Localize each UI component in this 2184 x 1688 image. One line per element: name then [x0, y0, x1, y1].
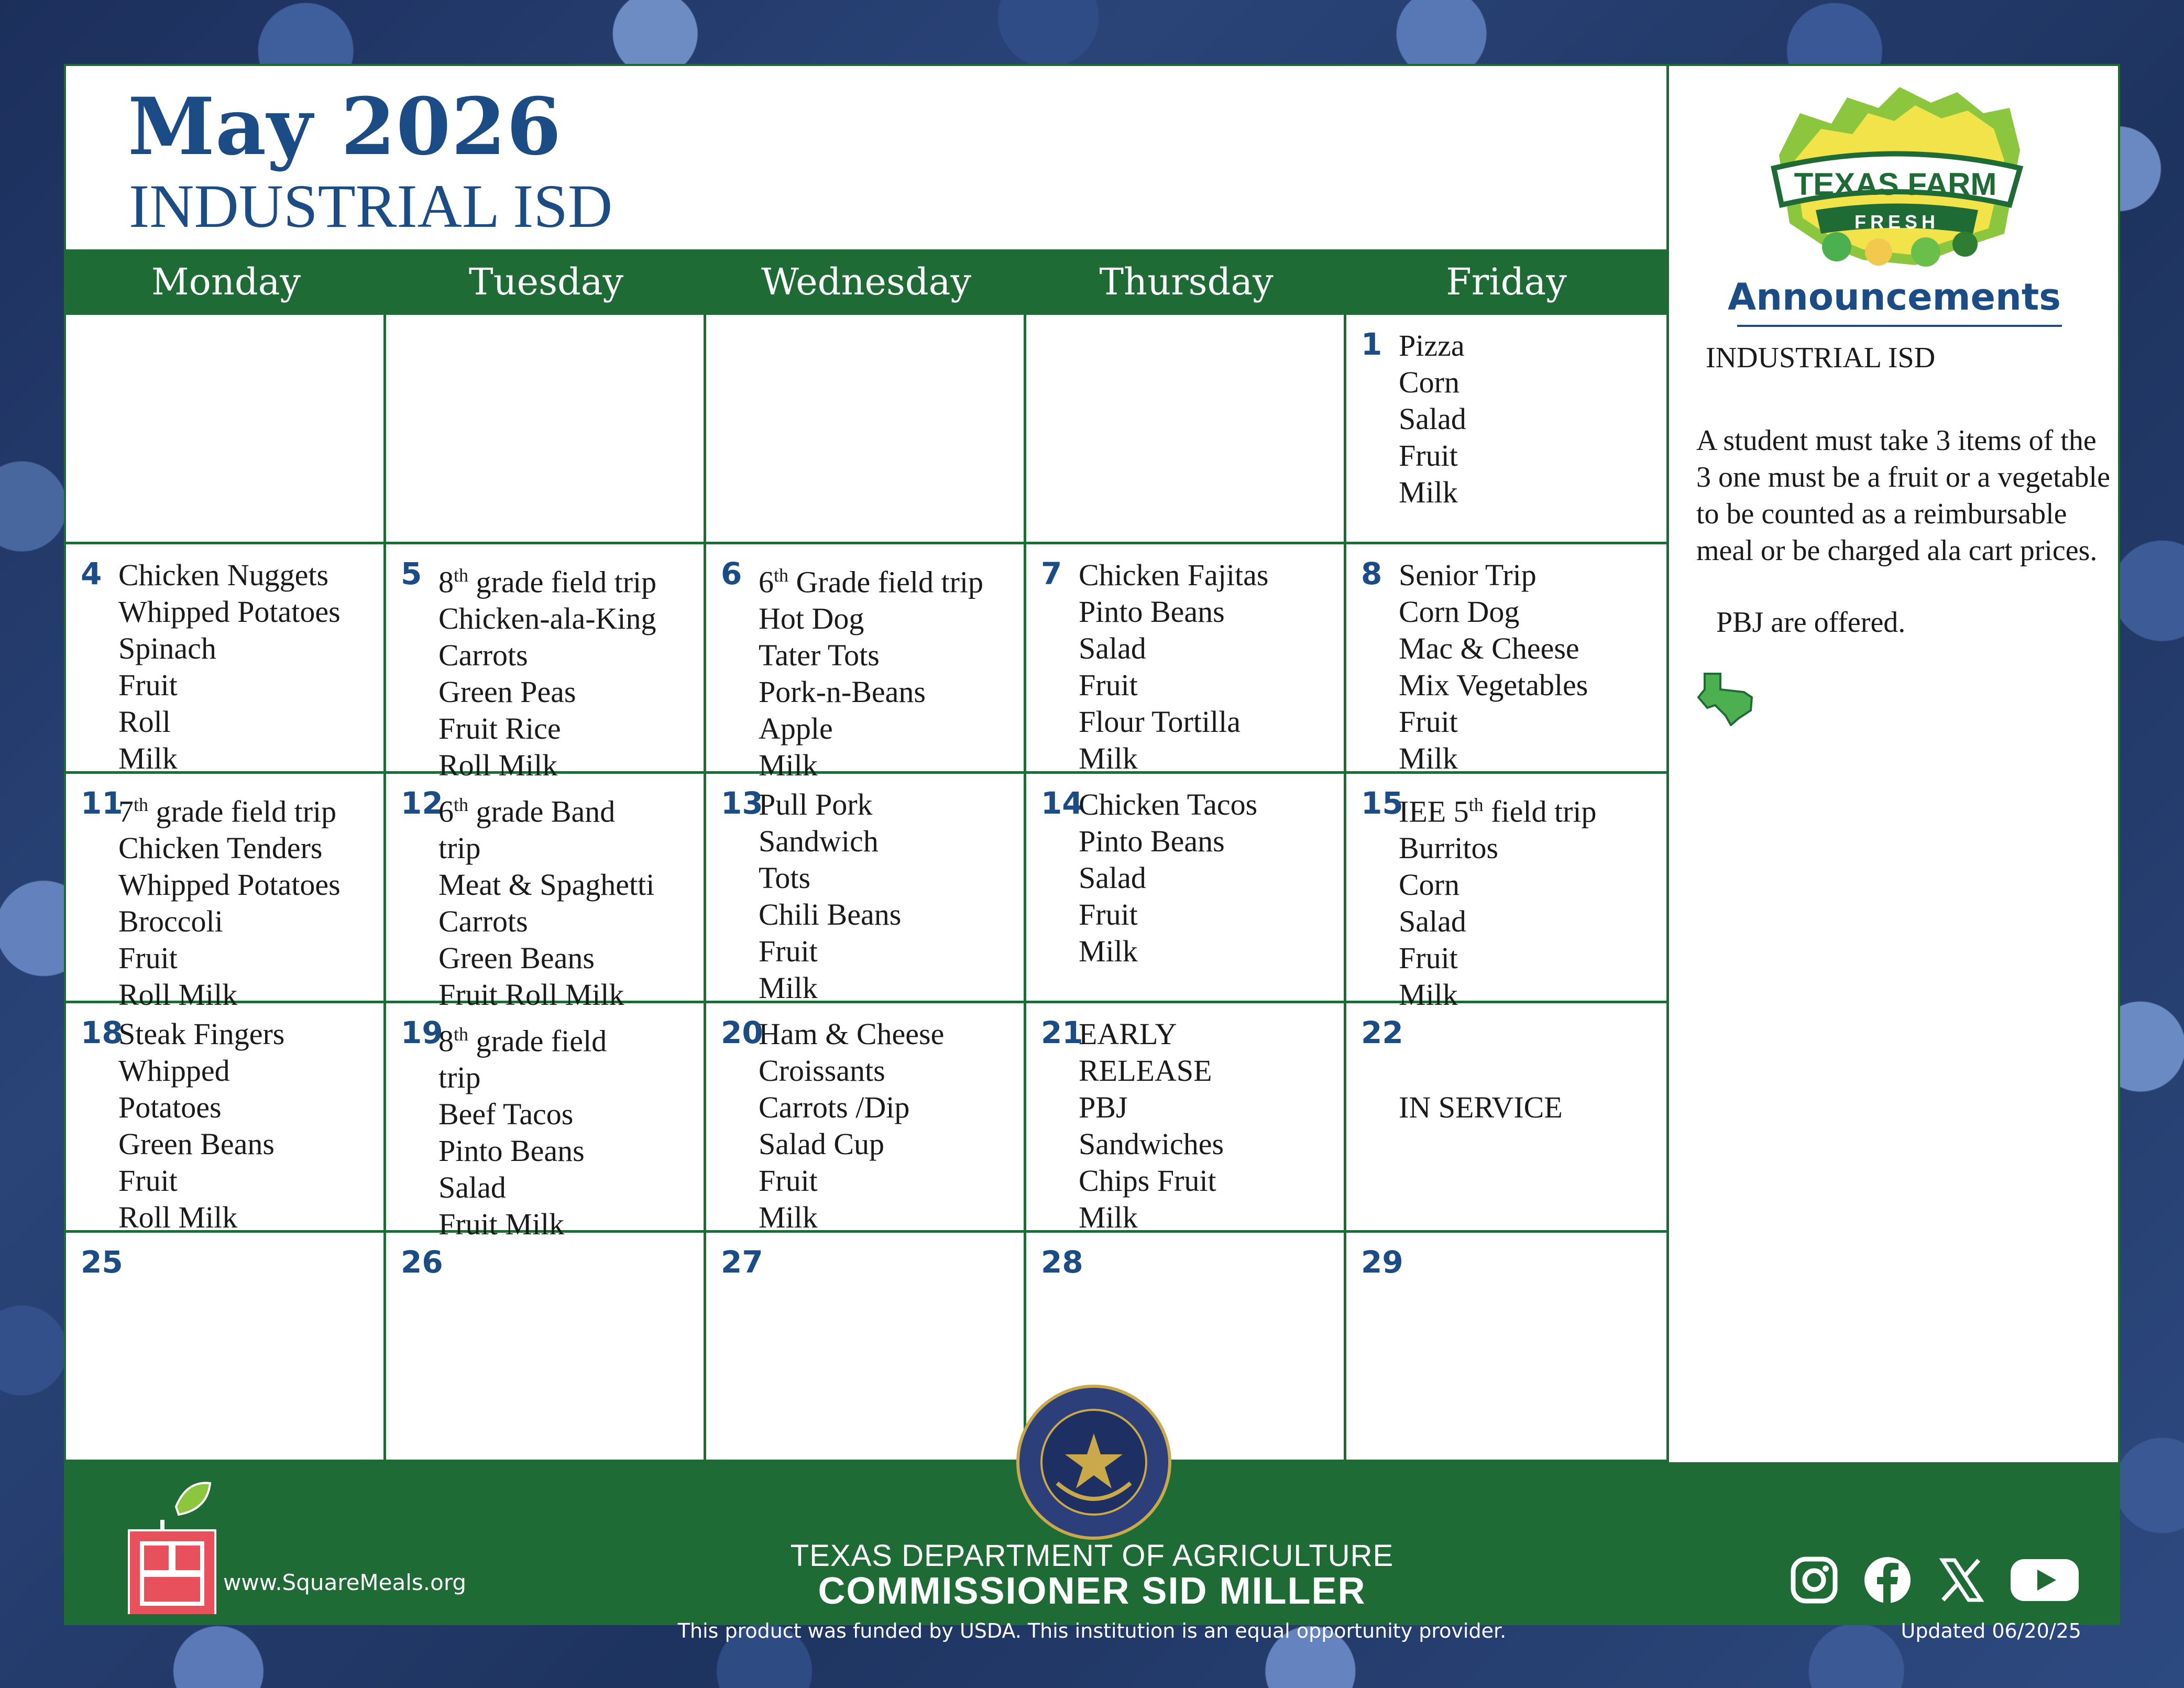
day-number: 29 [1361, 1244, 1403, 1280]
calendar-day-cell [1346, 544, 1666, 774]
day-number: 22 [1361, 1015, 1403, 1050]
calendar-day-cell [66, 544, 386, 774]
day-menu: 6th Grade field trip Hot Dog Tater Tots Pork-n-Beans Apple Milk [759, 565, 984, 783]
announcements-body: A student must take 3 items of the 3 one must be a fruit or a vegetable to be counted as a reimbursable meal or be charged ala cart prices. [1696, 424, 2110, 567]
calendar-day-cell [1026, 315, 1346, 544]
social-icons [1788, 1554, 2081, 1606]
day-menu: Steak Fingers Whipped Potatoes Green Beans Fruit Roll Milk [118, 1017, 285, 1234]
instagram-icon[interactable] [1788, 1554, 1840, 1606]
day-menu: Pull Pork Sandwich Tots Chili Beans Fruit Milk [759, 787, 902, 1005]
calendar-day-cell [1346, 315, 1666, 544]
day-number: 6 [721, 556, 742, 591]
day-menu: 6th grade Band trip Meat & Spaghetti Carrots Green Beans Fruit Roll Milk [438, 794, 655, 1012]
district-title: INDUSTRIAL ISD [129, 172, 613, 240]
calendar-day-cell [706, 774, 1026, 1003]
calendar [66, 249, 1666, 1462]
agency-name: TEXAS DEPARTMENT OF AGRICULTURE [790, 1539, 1394, 1573]
calendar-day-cell [386, 1003, 706, 1242]
funding-statement: This product was funded by USDA. This institution is an equal opportunity provider. [677, 1619, 1507, 1642]
day-menu: 7th grade field trip Chicken Tenders Whipped Potatoes Broccoli Fruit Roll Milk [118, 794, 341, 1012]
calendar-day-cell [386, 774, 706, 1012]
calendar-day-cell [706, 315, 1026, 544]
day-number: 1 [1361, 326, 1382, 362]
day-menu: Chicken Nuggets Whipped Potatoes Spinach Fruit Roll Milk [118, 558, 341, 775]
calendar-day-cell [1026, 544, 1346, 774]
day-number: 7 [1041, 556, 1062, 591]
day-number: 28 [1041, 1244, 1083, 1280]
calendar-day-cell [1346, 1003, 1666, 1233]
month-title: May 2026 [128, 81, 562, 173]
youtube-icon[interactable] [2008, 1554, 2081, 1606]
facebook-icon[interactable] [1861, 1554, 1914, 1606]
weekday-monday: Monday [151, 260, 301, 303]
announcements-underline [1737, 325, 2062, 327]
tda-seal-icon [1015, 1384, 1172, 1541]
commissioner-name: COMMISSIONER SID MILLER [818, 1570, 1366, 1612]
calendar-day-cell [386, 315, 706, 544]
day-menu: IEE 5th field trip Burritos Corn Salad Fruit Milk [1399, 794, 1597, 1012]
day-number: 11 [81, 785, 123, 821]
day-menu: Ham & Cheese Croissants Carrots /Dip Salad Cup Fruit Milk [759, 1017, 945, 1234]
calendar-day-cell [1026, 1003, 1346, 1233]
day-number: 20 [721, 1015, 763, 1050]
updated-date: Updated 06/20/25 [1901, 1619, 2081, 1642]
x-icon[interactable] [1935, 1554, 1987, 1606]
day-number: 8 [1361, 556, 1382, 591]
day-number: 4 [81, 556, 102, 591]
calendar-grid [66, 315, 1666, 1462]
weekday-friday: Friday [1446, 260, 1567, 303]
texas-farm-fresh-logo [1758, 76, 2031, 276]
calendar-day-cell [66, 1233, 386, 1462]
texas-state-icon [1694, 668, 1757, 726]
day-number: 21 [1041, 1015, 1083, 1050]
footer [66, 1462, 2118, 1642]
calendar-day-cell [706, 544, 1026, 783]
day-number: 12 [401, 785, 443, 821]
day-number: 27 [721, 1244, 763, 1280]
day-number: 14 [1041, 785, 1083, 821]
announcements-sidebar [1666, 66, 2120, 1462]
day-number: 18 [81, 1015, 123, 1050]
day-menu: Chicken Tacos Pinto Beans Salad Fruit Milk [1079, 787, 1258, 968]
day-number: 25 [81, 1244, 123, 1280]
weekday-wednesday: Wednesday [761, 260, 971, 303]
day-menu: 8th grade field trip Beef Tacos Pinto Beans Salad Fruit Milk [438, 1024, 607, 1242]
day-number: 13 [721, 785, 763, 821]
day-number: 19 [401, 1015, 443, 1050]
announcements-title: Announcements [1728, 276, 2061, 319]
menu-calendar-sheet [64, 64, 2120, 1642]
day-menu: EARLY RELEASE PBJ Sandwiches Chips Fruit Milk [1079, 1017, 1224, 1234]
calendar-day-cell [66, 315, 386, 544]
day-menu: IN SERVICE [1399, 1090, 1563, 1124]
announcements-pbj: PBJ are offered. [1716, 606, 1906, 639]
svg-text:TEXAS FARM: TEXAS FARM [1794, 167, 1997, 202]
weekday-header [66, 249, 1666, 315]
svg-text:FRESH: FRESH [1854, 211, 1940, 233]
announcements-district: INDUSTRIAL ISD [1706, 342, 1936, 374]
weekday-thursday: Thursday [1099, 260, 1274, 303]
calendar-day-cell [386, 544, 706, 783]
day-number: 26 [401, 1244, 443, 1280]
day-number: 15 [1361, 785, 1403, 821]
day-number: 5 [401, 556, 422, 591]
calendar-day-cell [706, 1233, 1026, 1462]
calendar-day-cell [66, 774, 386, 1012]
calendar-day-cell [1346, 774, 1666, 1012]
calendar-day-cell [386, 1233, 706, 1462]
day-menu: Senior Trip Corn Dog Mac & Cheese Mix Vegetables Fruit Milk [1399, 558, 1588, 775]
day-menu: Pizza Corn Salad Fruit Milk [1399, 328, 1466, 509]
square-meals-url[interactable]: www.SquareMeals.org [223, 1570, 467, 1595]
calendar-day-cell [66, 1003, 386, 1233]
weekday-tuesday: Tuesday [468, 260, 624, 303]
calendar-day-cell [1346, 1233, 1666, 1462]
calendar-day-cell [706, 1003, 1026, 1233]
day-menu: Chicken Fajitas Pinto Beans Salad Fruit Flour Tortilla Milk [1079, 558, 1269, 775]
day-menu: 8th grade field trip Chicken-ala-King Carrots Green Peas Fruit Rice Roll Milk [438, 565, 657, 783]
calendar-day-cell [1026, 774, 1346, 1003]
